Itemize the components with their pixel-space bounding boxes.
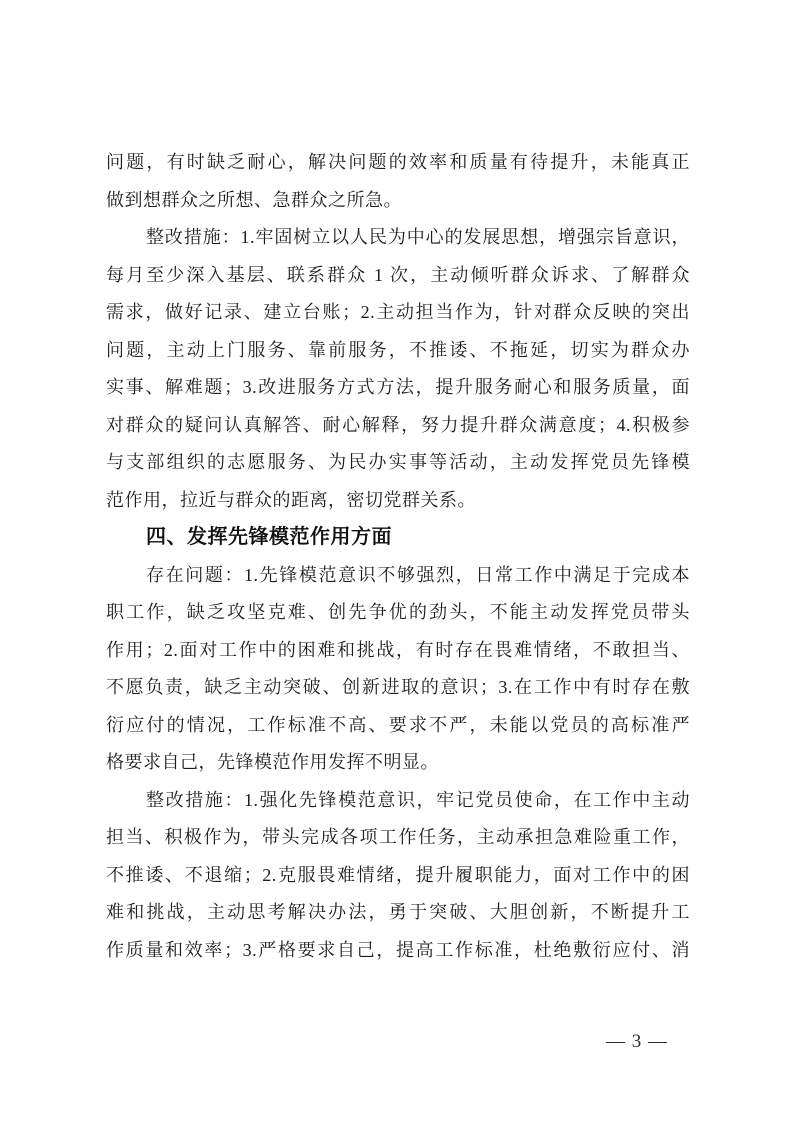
text-line: 实事、解难题；3.改进服务方式方法，提升服务耐心和服务质量，面: [106, 377, 690, 397]
text-line: 对群众的疑问认真解答、耐心解释，努力提升群众满意度；4.积极参: [106, 414, 690, 435]
text-line: 职工作，缺乏攻坚克难、创先争优的劲头，不能主动发挥党员带头: [106, 602, 690, 622]
text-line: 格要求自己，先锋模范作用发挥不明显。: [106, 752, 439, 772]
page-number: — 3 —: [606, 1031, 668, 1052]
text-line: 整改措施：1.牢固树立以人民为中心的发展思想，增强宗旨意识，: [146, 227, 690, 247]
text-line: 担当、积极作为，带头完成各项工作任务，主动承担急难险重工作，: [106, 827, 690, 847]
text-line: 整改措施：1.强化先锋模范意识，牢记党员使命，在工作中主动: [146, 789, 690, 810]
text-line: 问题，主动上门服务、靠前服务，不推诿、不拖延，切实为群众办: [106, 339, 690, 360]
text-line: 衍应付的情况，工作标准不高、要求不严，未能以党员的高标准严: [106, 714, 690, 735]
text-line: 需求，做好记录、建立台账；2.主动担当作为，针对群众反映的突出: [106, 302, 690, 322]
text-line: 每月至少深入基层、联系群众 1 次，主动倾听群众诉求、了解群众: [106, 264, 690, 285]
text-line: 不愿负责，缺乏主动突破、创新进取的意识；3.在工作中有时存在敷: [106, 677, 690, 697]
text-line: 作用；2.面对工作中的困难和挑战，有时存在畏难情绪，不敢担当、: [106, 639, 690, 660]
section-heading: 四、发挥先锋模范作用方面: [146, 526, 392, 548]
document-body: [106, 144, 690, 969]
text-line: 与支部组织的志愿服务、为民办实事等活动，主动发挥党员先锋模: [106, 452, 690, 472]
text-line: 作质量和效率；3.严格要求自己，提高工作标准，杜绝敷衍应付、消: [106, 939, 690, 960]
text-line: 问题，有时缺乏耐心，解决问题的效率和质量有待提升，未能真正: [106, 152, 690, 172]
text-line: 范作用，拉近与群众的距离，密切党群关系。: [106, 489, 476, 510]
text-line: 做到想群众之所想、急群众之所急。: [106, 189, 402, 210]
text-line: 难和挑战，主动思考解决办法，勇于突破、大胆创新，不断提升工: [106, 902, 690, 922]
text-line: 存在问题：1.先锋模范意识不够强烈，日常工作中满足于完成本: [146, 564, 690, 585]
text-line: 不推诿、不退缩；2.克服畏难情绪，提升履职能力，面对工作中的困: [106, 864, 690, 885]
